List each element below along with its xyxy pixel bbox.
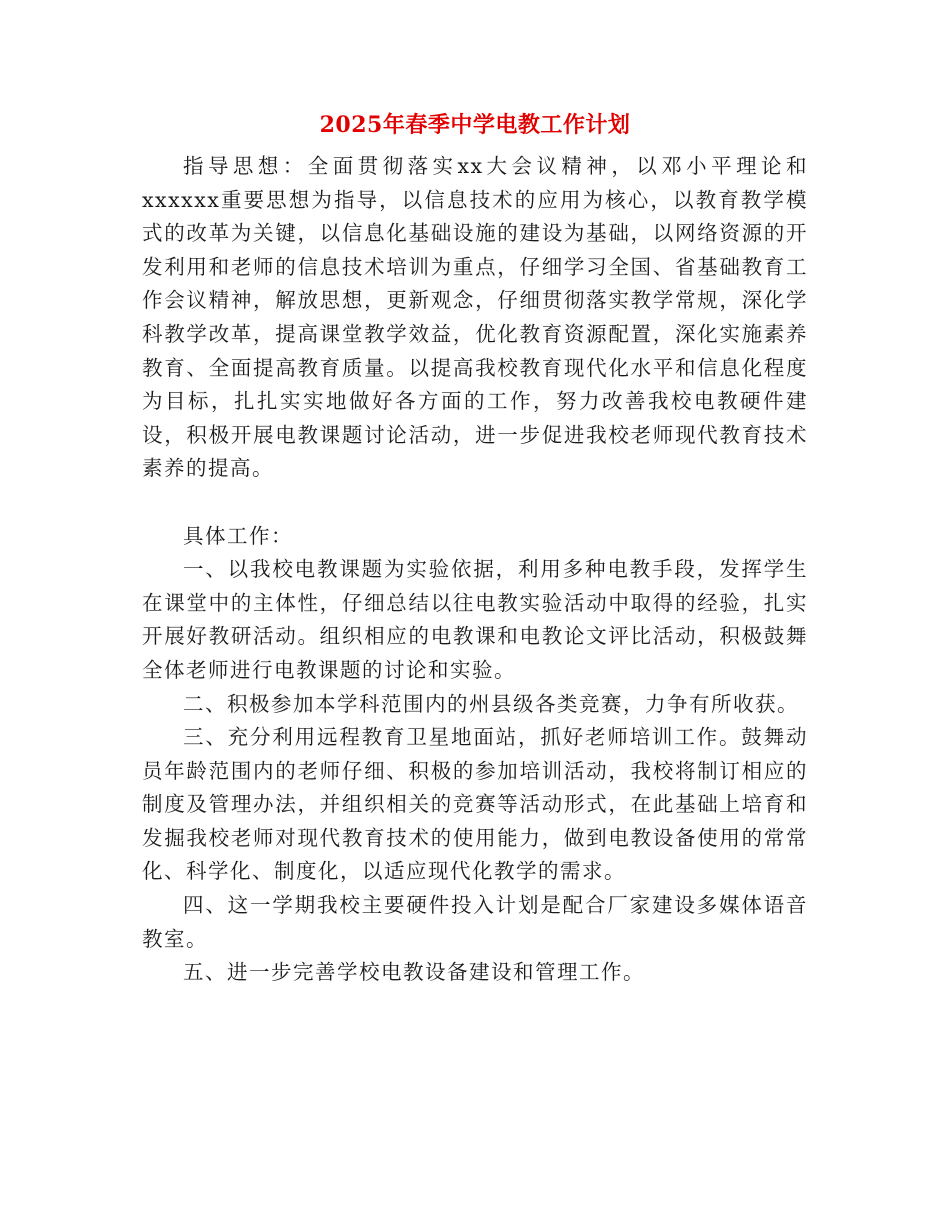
paragraph-guiding-thought: 指导思想：全面贯彻落实xx大会议精神，以邓小平理论和xxxxxx重要思想为指导，以信息技术的应用为核心，以教育教学模式的改革为关键，以信息化基础设施的建设为基础，以网络资源的开发利用和老师的信息技术培训为重点，仔细学习全国、省基础教育工作会议精神，解放思想，更新观念，仔细贯彻落实教学常规，深化学科教学改革，提高课堂教学效益，优化教育资源配置，深化实施素养教育、全面提高教育质量。以提高我校教育现代化水平和信息化程度为目标，扎扎实实地做好各方面的工作，努力改善我校电教硬件建设，积极开展电教课题讨论活动，进一步促进我校老师现代教育技术素养的提高。 (142, 154, 808, 481)
paragraph-specific-work-heading: 具体工作： (183, 523, 293, 548)
document-title: 2025年春季中学电教工作计划 (319, 112, 631, 138)
paragraph-spacer (142, 486, 808, 520)
paragraph-item-1: 一、以我校电教课题为实验依据，利用多种电教手段，发挥学生在课堂中的主体性，仔细总结以往电教实验活动中取得的经验，扎实开展好教研活动。组织相应的电教课和电教论文评比活动，积极鼓舞全体老师进行电教课题的讨论和实验。 (142, 557, 808, 682)
paragraph-item-4: 四、这一学期我校主要硬件投入计划是配合厂家建设多媒体语音教室。 (142, 893, 808, 951)
paragraph-item-3: 三、充分利用远程教育卫星地面站，抓好老师培训工作。鼓舞动员年龄范围内的老师仔细、积极的参加培训活动，我校将制订相应的制度及管理办法，并组织相关的竞赛等活动形式，在此基础上培育和发掘我校老师对现代教育技术的使用能力，做到电教设备使用的常常化、科学化、制度化，以适应现代化教学的需求。 (142, 725, 808, 884)
paragraph-item-2: 二、积极参加本学科范围内的州县级各类竞赛，力争有所收获。 (183, 691, 799, 716)
document-body (142, 150, 808, 990)
paragraph-item-5: 五、进一步完善学校电教设备建设和管理工作。 (183, 960, 645, 985)
